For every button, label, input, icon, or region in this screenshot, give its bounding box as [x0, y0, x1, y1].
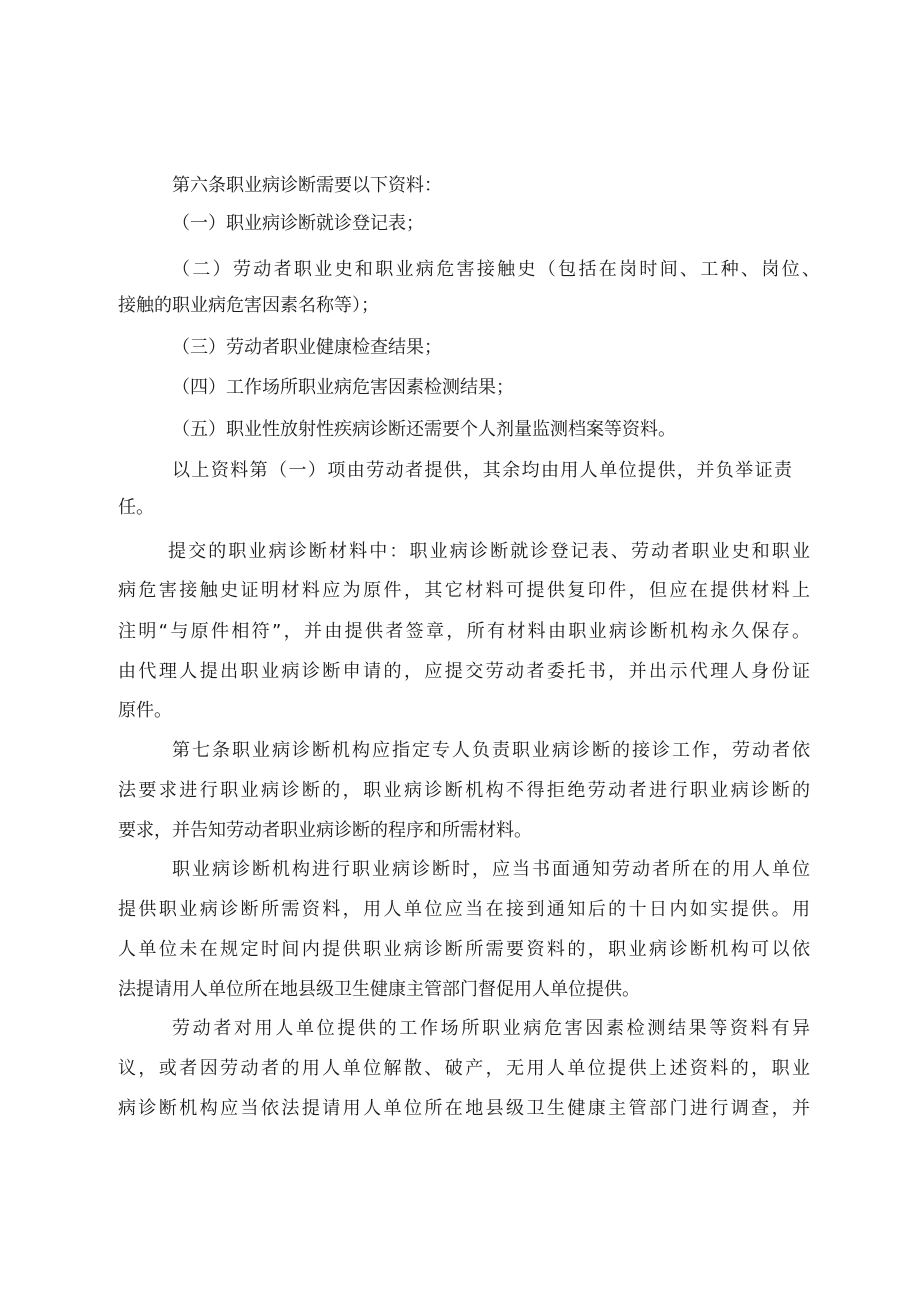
article-6-heading: 第六条职业病诊断需要以下资料：	[172, 175, 442, 196]
materials-paragraph-line-5: 原件。	[118, 700, 172, 721]
objection-paragraph-line-3: 病诊断机构应当依法提请用人单位所在地县级卫生健康主管部门进行调查，并	[118, 1098, 810, 1119]
notice-paragraph-line-2: 提供职业病诊断所需资料，用人单位应当在接到通知后的十日内如实提供。用	[118, 899, 810, 920]
article-6-item-1: （一）职业病诊断就诊登记表；	[172, 213, 424, 234]
responsibility-paragraph-line-2: 任。	[118, 497, 154, 518]
article-6-item-2: （二）劳动者职业史和职业病危害接触史（包括在岗时间、工种、岗位、	[172, 259, 820, 280]
article-6-item-3: （三）劳动者职业健康检查结果；	[172, 337, 442, 358]
notice-paragraph-line-4: 法提请用人单位所在地县级卫生健康主管部门督促用人单位提供。	[118, 979, 640, 1000]
article-6-item-5: （五）职业性放射性疾病诊断还需要个人剂量监测档案等资料。	[172, 419, 676, 440]
responsibility-paragraph-line-1: 以上资料第（一）项由劳动者提供，其余均由用人单位提供，并负举证责	[172, 460, 792, 481]
notice-paragraph-line-3: 人单位未在规定时间内提供职业病诊断所需要资料的，职业病诊断机构可以依	[118, 939, 810, 960]
objection-paragraph-line-1: 劳动者对用人单位提供的工作场所职业病危害因素检测结果等资料有异	[172, 1018, 810, 1039]
article-6-item-4: （四）工作场所职业病危害因素检测结果；	[172, 377, 514, 398]
article-7-paragraph-line-1: 第七条职业病诊断机构应指定专人负责职业病诊断的接诊工作，劳动者依	[172, 740, 810, 761]
objection-paragraph-line-2: 议，或者因劳动者的用人单位解散、破产，无用人单位提供上述资料的，职业	[118, 1058, 810, 1079]
article-6-item-2-continued: 接触的职业病危害因素名称等）；	[118, 295, 379, 316]
materials-paragraph-line-2: 病危害接触史证明材料应为原件，其它材料可提供复印件，但应在提供材料上	[118, 580, 810, 601]
notice-paragraph-line-1: 职业病诊断机构进行职业病诊断时，应当书面通知劳动者所在的用人单位	[172, 859, 810, 880]
article-7-paragraph-line-2: 法要求进行职业病诊断的，职业病诊断机构不得拒绝劳动者进行职业病诊断的	[118, 780, 810, 801]
materials-paragraph-line-3: 注明“与原件相符”，并由提供者签章，所有材料由职业病诊断机构永久保存。	[118, 621, 810, 642]
materials-paragraph-line-4: 由代理人提出职业病诊断申请的，应提交劳动者委托书，并出示代理人身份证	[118, 661, 810, 682]
article-7-paragraph-line-3: 要求，并告知劳动者职业病诊断的程序和所需材料。	[118, 820, 532, 841]
materials-paragraph-line-1: 提交的职业病诊断材料中：职业病诊断就诊登记表、劳动者职业史和职业	[168, 541, 810, 562]
